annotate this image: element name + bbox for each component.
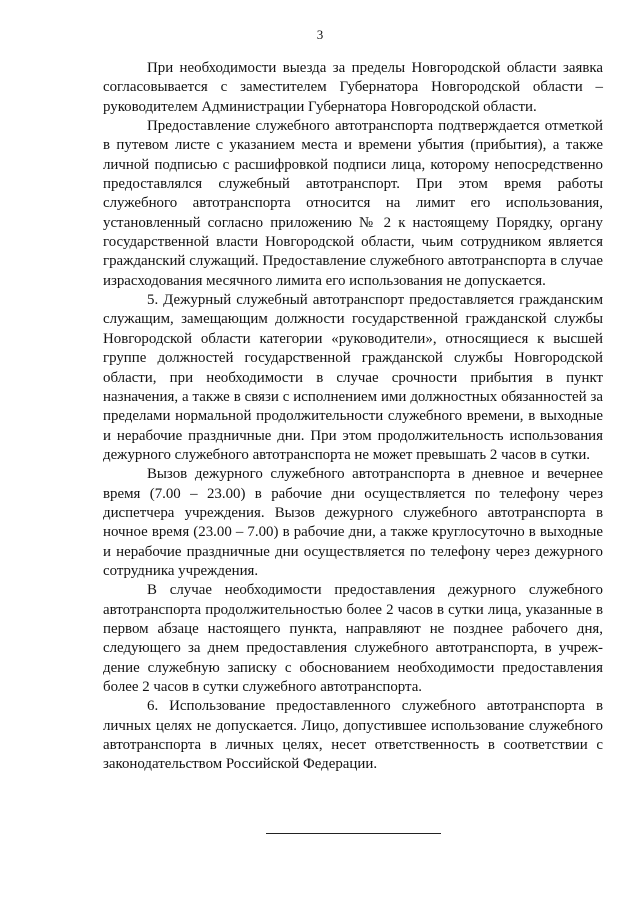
end-of-text-rule [266,833,441,834]
paragraph-item-6-personal-use: 6. Использование предоставленного служебного автотранспорта в личных целях не допускается. Лицо, допустившее использование служебного автотранспорта в личных целях, несет ответственность в соответствии с законодательством Российской Федерации. [103,698,603,773]
paragraph-duty-transport-call: Вызов дежурного служебного автотранспорта в дневное и вечернее время (7.00 – 23.00) в рабочие дни осуществляется по телефону через диспетчера учреждения. Вызов дежурного служебного автотранспорта в ночное время (23.00 – 7.00) в рабочие дни, а также круглосуточно в выходные и нерабочие праздничные дни осуществляется по телефону через дежурного сотрудника учреждения. [103,466,603,579]
body-text [103,59,603,775]
paragraph-extended-use-memo: В случае необходимости предоставления дежурного служебного автотранспорта продолжительностью более 2 часов в сутки лица, указанные в первом абзаце настоящего пункта, направляют не позднее рабочего дня, следующего за днем предоставления служебного автотранспорта, в учреждение служебную записку с обоснованием необходимости предоставления более 2 часов в сутки служебного автотранспорта. [103,582,603,695]
page-number: 3 [316,27,324,42]
paragraph-waybill-confirmation: Предоставление служебного автотранспорта подтверждается отметкой в путевом листе с указанием места и времени убытия (прибытия), а также личной подписью с расшифровкой подписи лица, которому непосредственно предоставлялся служебный автотранспорт. При этом время работы служебного автотранспорта относится на лимит его использования, установленный согласно приложению № 2 к настоящему Порядку, органу государственной власти Новгородской области, чьим сотрудником является гражданский служащий. Предоставление служебного автотранспорта в случае израсходования месячного лимита его использования не допускается. [103,118,603,289]
paragraph-item-5-duty-transport: 5. Дежурный служебный автотранспорт предоставляется гражданским служащим, замещающим должности государственной гражданской службы Новгородской области категории «руководители», относящиеся к высшей группе должностей государственной гражданской службы Новгородской области, при необходимости в случае срочности прибытия в пункт назначения, а также в связи с исполнением ими должностных обязанностей за пределами нормальной продолжительности служебного времени, в выходные и нерабочие праздничные дни. При этом продолжительность использования дежурного служебного автотранспорта не может превышать 2 часов в сутки. [103,292,603,463]
paragraph-regional-approval: При необходимости выезда за пределы Новгородской области заявка согласовывается с заместителем Губернатора Новгородской области – руководителем Администрации Губернатора Новгородской области. [103,60,603,115]
